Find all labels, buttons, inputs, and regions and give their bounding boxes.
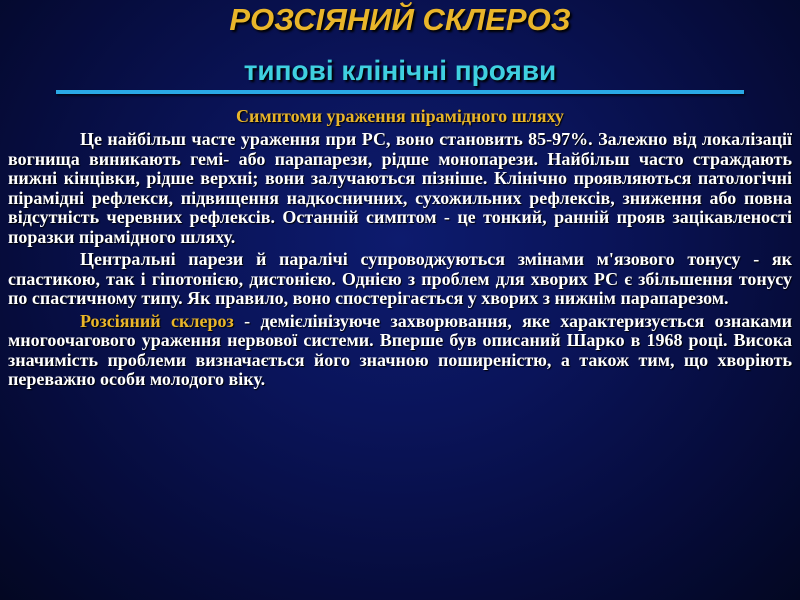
paragraph-pyramidal: Це найбільш часте ураження при РС, воно становить 85-97%. Залежно від локалізації вогнища виникають гемі- або парапарези, рідше монопарези. Найбільш часто страждають нижні кінцівки, рідше верхні; вони залучаються пізніше. Клінічно проявляються патологічні пірамідні рефлекси, підвищення надкосничних, сухожильних рефлексів, зниження або повна відсутність черевних рефлексів. Останній симптом - це тонкий, ранній прояв зацікавленості поразки пірамідного шляху. xyxy=(8,129,792,247)
slide-body xyxy=(8,105,792,393)
title-divider xyxy=(56,90,744,94)
section-heading: Симптоми ураження пірамідного шляху xyxy=(236,106,564,126)
paragraph-paresis: Центральні парези й паралічі супроводжуються змінами м'язового тонусу - як спастикою, так і гіпотонією, дистонією. Однією з проблем для хворих РС є збільшення тонусу по спастичному типу. Як правило, воно спостерігається у хворих з нижнім парапарезом. xyxy=(8,249,792,308)
slide-title: РОЗСІЯНИЙ СКЛЕРОЗ xyxy=(229,2,571,37)
definition-term: Розсіяний склероз xyxy=(80,310,234,331)
paragraph-definition xyxy=(8,312,792,390)
slide-subtitle: типові клінічні прояви xyxy=(243,55,557,86)
definition-text: - демієлінізуюче захворювання, яке характеризується ознаками многоочагового ураження нервової системи. Вперше був описаний Шарко в 1968 році. Висока значимість проблеми визначається його значною поширеністю, а також тим, що хворіють переважно особи молодого віку. xyxy=(8,310,792,389)
